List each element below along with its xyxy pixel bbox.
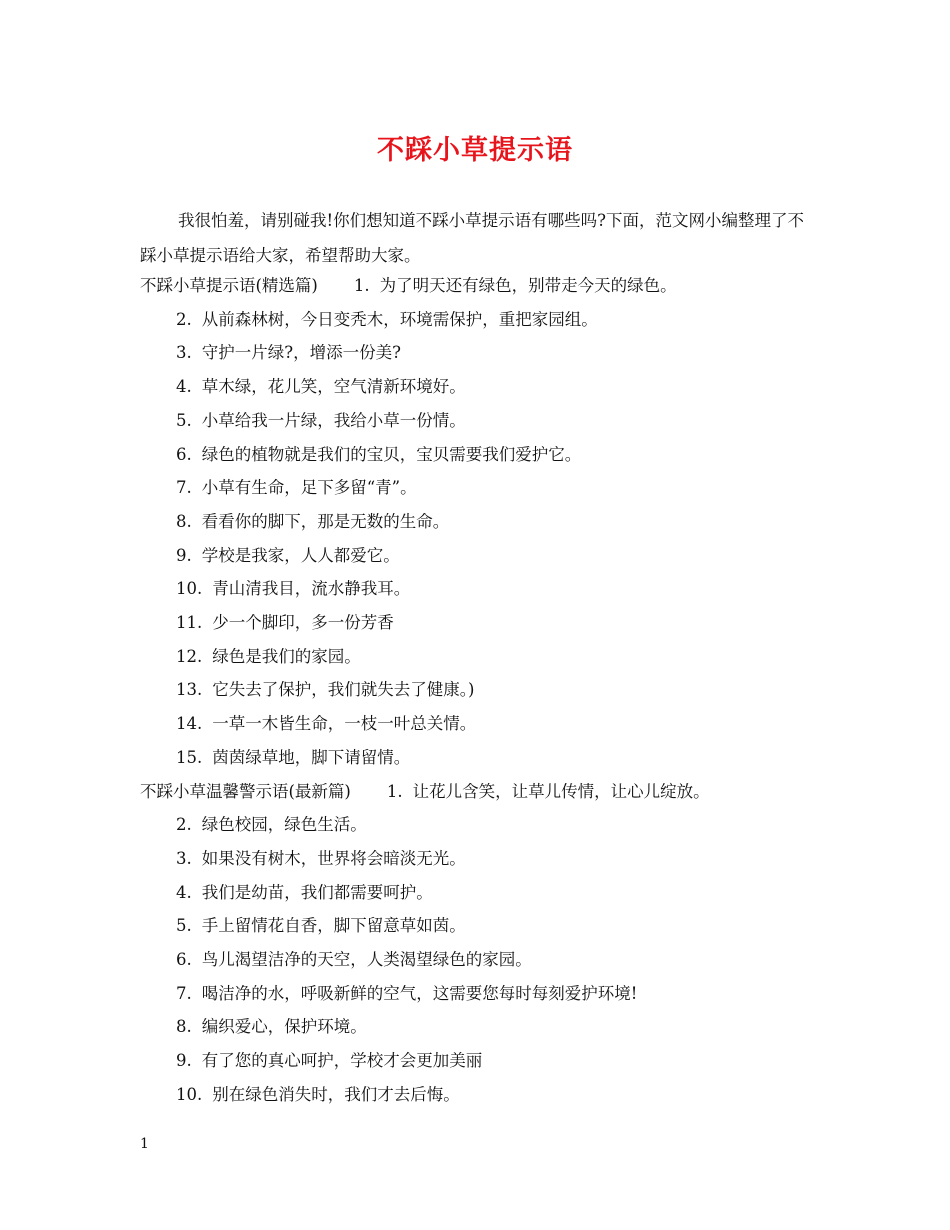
item-number: 10. xyxy=(176,1085,203,1104)
item-number: 8. xyxy=(176,512,192,531)
list-item xyxy=(176,1015,367,1039)
item-number: 7. xyxy=(176,984,192,1003)
section-heading-line xyxy=(140,274,677,298)
list-item xyxy=(176,544,400,568)
item-text: 草木绿，花儿笑，空气清新环境好。 xyxy=(201,377,466,396)
list-item xyxy=(176,476,417,500)
list-item xyxy=(176,510,449,534)
item-number: 2. xyxy=(176,815,192,834)
item-text: 小草有生命，足下多留“青”。 xyxy=(201,478,417,497)
item-text: 少一个脚印，多一份芳香 xyxy=(212,613,394,632)
item-number: 13. xyxy=(176,680,203,699)
item-text: 有了您的真心呵护，学校才会更加美丽 xyxy=(201,1051,483,1070)
item-text: 如果没有树木，世界将会暗淡无光。 xyxy=(201,849,466,868)
item-text: 编织爱心，保护环境。 xyxy=(201,1017,367,1036)
list-item xyxy=(176,982,637,1006)
section-heading-line xyxy=(140,780,710,804)
list-item xyxy=(176,375,466,399)
item-text: 小草给我一片绿，我给小草一份情。 xyxy=(201,411,466,430)
item-text: 一草一木皆生命，一枝一叶总关情。 xyxy=(212,714,477,733)
item-number: 11. xyxy=(176,613,203,632)
item-text: 别在绿色消失时，我们才去后悔。 xyxy=(212,1085,460,1104)
document-title: 不踩小草提示语 xyxy=(377,135,573,166)
item-text: 青山清我目，流水静我耳。 xyxy=(212,579,411,598)
item-text: 守护一片绿?，增添一份美? xyxy=(201,343,401,362)
item-text: 绿色校园，绿色生活。 xyxy=(201,815,367,834)
list-item xyxy=(176,678,474,702)
item-text: 学校是我家，人人都爱它。 xyxy=(201,546,400,565)
item-number: 6. xyxy=(176,445,192,464)
list-item xyxy=(176,308,598,332)
list-item xyxy=(176,1049,482,1073)
item-text: 看看你的脚下，那是无数的生命。 xyxy=(201,512,450,531)
section-heading: 不踩小草温馨警示语(最新篇) xyxy=(140,782,351,801)
list-item xyxy=(176,611,394,635)
item-number: 8. xyxy=(176,1017,192,1036)
list-item xyxy=(176,577,410,601)
item-text: 它失去了保护，我们就失去了健康。) xyxy=(212,680,475,699)
list-item xyxy=(176,443,581,467)
item-text: 为了明天还有绿色，别带走今天的绿色。 xyxy=(379,276,677,295)
list-item xyxy=(176,813,367,837)
list-item xyxy=(176,914,466,938)
item-text: 鸟儿渴望洁净的天空，人类渴望绿色的家园。 xyxy=(201,950,532,969)
item-text: 我们是幼苗，我们都需要呵护。 xyxy=(201,883,433,902)
item-number: 5. xyxy=(176,916,192,935)
list-item xyxy=(176,1083,460,1107)
list-item xyxy=(176,712,476,736)
list-item xyxy=(176,409,466,433)
item-number: 10. xyxy=(176,579,203,598)
item-number: 4. xyxy=(176,883,192,902)
item-number: 1. xyxy=(353,276,370,295)
item-text: 茵茵绿草地，脚下请留情。 xyxy=(212,748,411,767)
item-number: 1. xyxy=(386,782,403,801)
item-text: 喝洁净的水，呼吸新鲜的空气，这需要您每时每刻爱护环境! xyxy=(201,984,638,1003)
list-item xyxy=(176,948,532,972)
item-text: 让花儿含笑，让草儿传情，让心儿绽放。 xyxy=(412,782,710,801)
list-item xyxy=(176,645,361,669)
item-number: 9. xyxy=(176,546,192,565)
page-number: 1 xyxy=(140,1136,149,1152)
item-number: 3. xyxy=(176,849,192,868)
item-text: 从前森林树，今日变秃木，环境需保护，重把家园组。 xyxy=(201,310,598,329)
section-heading: 不踩小草提示语(精选篇) xyxy=(140,276,318,295)
item-number: 15. xyxy=(176,748,203,767)
intro-paragraph: 我很怕羞，请别碰我!你们想知道不踩小草提示语有哪些吗?下面，范文网小编整理了不踩小草提示语给大家，希望帮助大家。 xyxy=(140,211,804,265)
list-item xyxy=(176,746,410,770)
item-number: 3. xyxy=(176,343,192,362)
item-number: 12. xyxy=(176,647,203,666)
list-item xyxy=(176,341,401,365)
item-number: 6. xyxy=(176,950,192,969)
item-text: 绿色是我们的家园。 xyxy=(212,647,361,666)
item-text: 绿色的植物就是我们的宝贝，宝贝需要我们爱护它。 xyxy=(201,445,582,464)
item-number: 14. xyxy=(176,714,203,733)
item-number: 5. xyxy=(176,411,192,430)
item-number: 4. xyxy=(176,377,192,396)
list-item xyxy=(176,847,466,871)
item-number: 9. xyxy=(176,1051,192,1070)
item-text: 手上留情花自香，脚下留意草如茵。 xyxy=(201,916,466,935)
list-item xyxy=(176,881,433,905)
item-number: 7. xyxy=(176,478,192,497)
item-number: 2. xyxy=(176,310,192,329)
